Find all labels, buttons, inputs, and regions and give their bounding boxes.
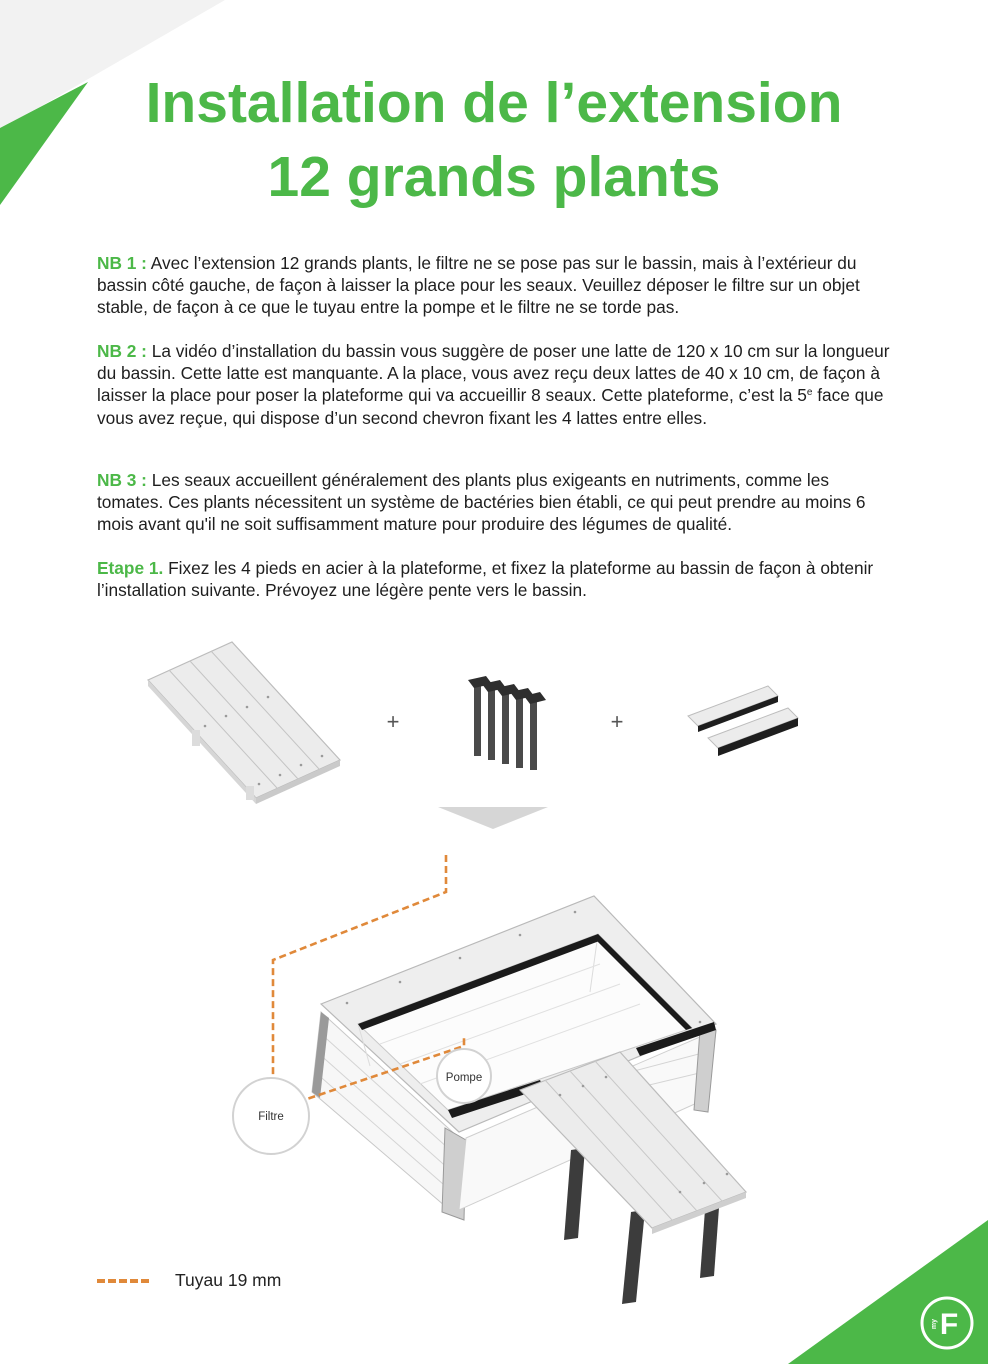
step-1-label: Etape 1. <box>97 558 164 578</box>
note-3-text: Les seaux accueillent généralement des plants plus exigeants en nutriments, comme les tomates. Ces plants nécessitent un système de bactéries bien établi, ce qui peut prendre au moins 6 mois avant qu'il ne soit suffisamment mature pour produire des légumes de qualité. <box>97 470 866 535</box>
note-2-label: NB 2 : <box>97 341 147 361</box>
note-1 <box>97 252 897 319</box>
legend-pipe-dash <box>97 1279 149 1283</box>
down-arrow-icon <box>438 807 548 829</box>
title-line-2: 12 grands plants <box>267 145 721 209</box>
note-2-superscript: e <box>806 387 813 399</box>
page-title <box>0 66 988 214</box>
platform-part-illustration <box>148 642 340 804</box>
note-1-label: NB 1 : <box>97 253 147 273</box>
note-1-text: Avec l’extension 12 grands plants, le filtre ne se pose pas sur le bassin, mais à l’extérieur du bassin côté gauche, de façon à laisser la place pour les seaux. Veuillez déposer le filtre sur un objet stable, de façon à ce que le tuyau entre la pompe et le filtre ne se torde pas. <box>97 253 860 318</box>
brand-logo <box>918 1294 976 1352</box>
legend <box>97 1270 281 1291</box>
step-1 <box>97 557 897 601</box>
filter-label: Filtre <box>258 1111 284 1123</box>
title-line-1: Installation de l’extension <box>145 71 843 135</box>
svg-text:F: F <box>939 1308 959 1341</box>
note-2 <box>97 340 897 429</box>
legend-label: Tuyau 19 mm <box>175 1270 282 1290</box>
svg-text:my: my <box>931 1318 938 1330</box>
note-3 <box>97 469 897 536</box>
pump-label: Pompe <box>445 1072 483 1084</box>
step-1-text: Fixez les 4 pieds en acier à la plateforme, et fixez la plateforme au bassin de façon à obtenir l’installation suivante. Prévoyez une légère pente vers le bassin. <box>97 558 874 601</box>
attached-platform-illustration <box>520 1052 746 1304</box>
note-2-text-a: La vidéo d’installation du bassin vous suggère de poser une latte de 120 x 10 cm sur la longueur du bassin. Cette latte est manquante. A la place, vous avez reçu deux lattes de 40 x 10 cm, de façon à laisser la place pour poser la plateforme qui va accueillir 8 seaux. Cette plateforme, c’est la 5 <box>97 341 890 406</box>
steel-legs-illustration <box>468 676 546 770</box>
note-3-label: NB 3 : <box>97 470 147 490</box>
short-slats-illustration <box>688 686 798 756</box>
plus-sign-2: + <box>610 709 624 734</box>
note-2-text-b: face que vous avez reçue, qui dispose d’un second chevron fixant les 4 lattes entre elles. <box>97 385 884 428</box>
plus-sign-1: + <box>386 709 400 734</box>
installation-diagram <box>0 620 988 1320</box>
